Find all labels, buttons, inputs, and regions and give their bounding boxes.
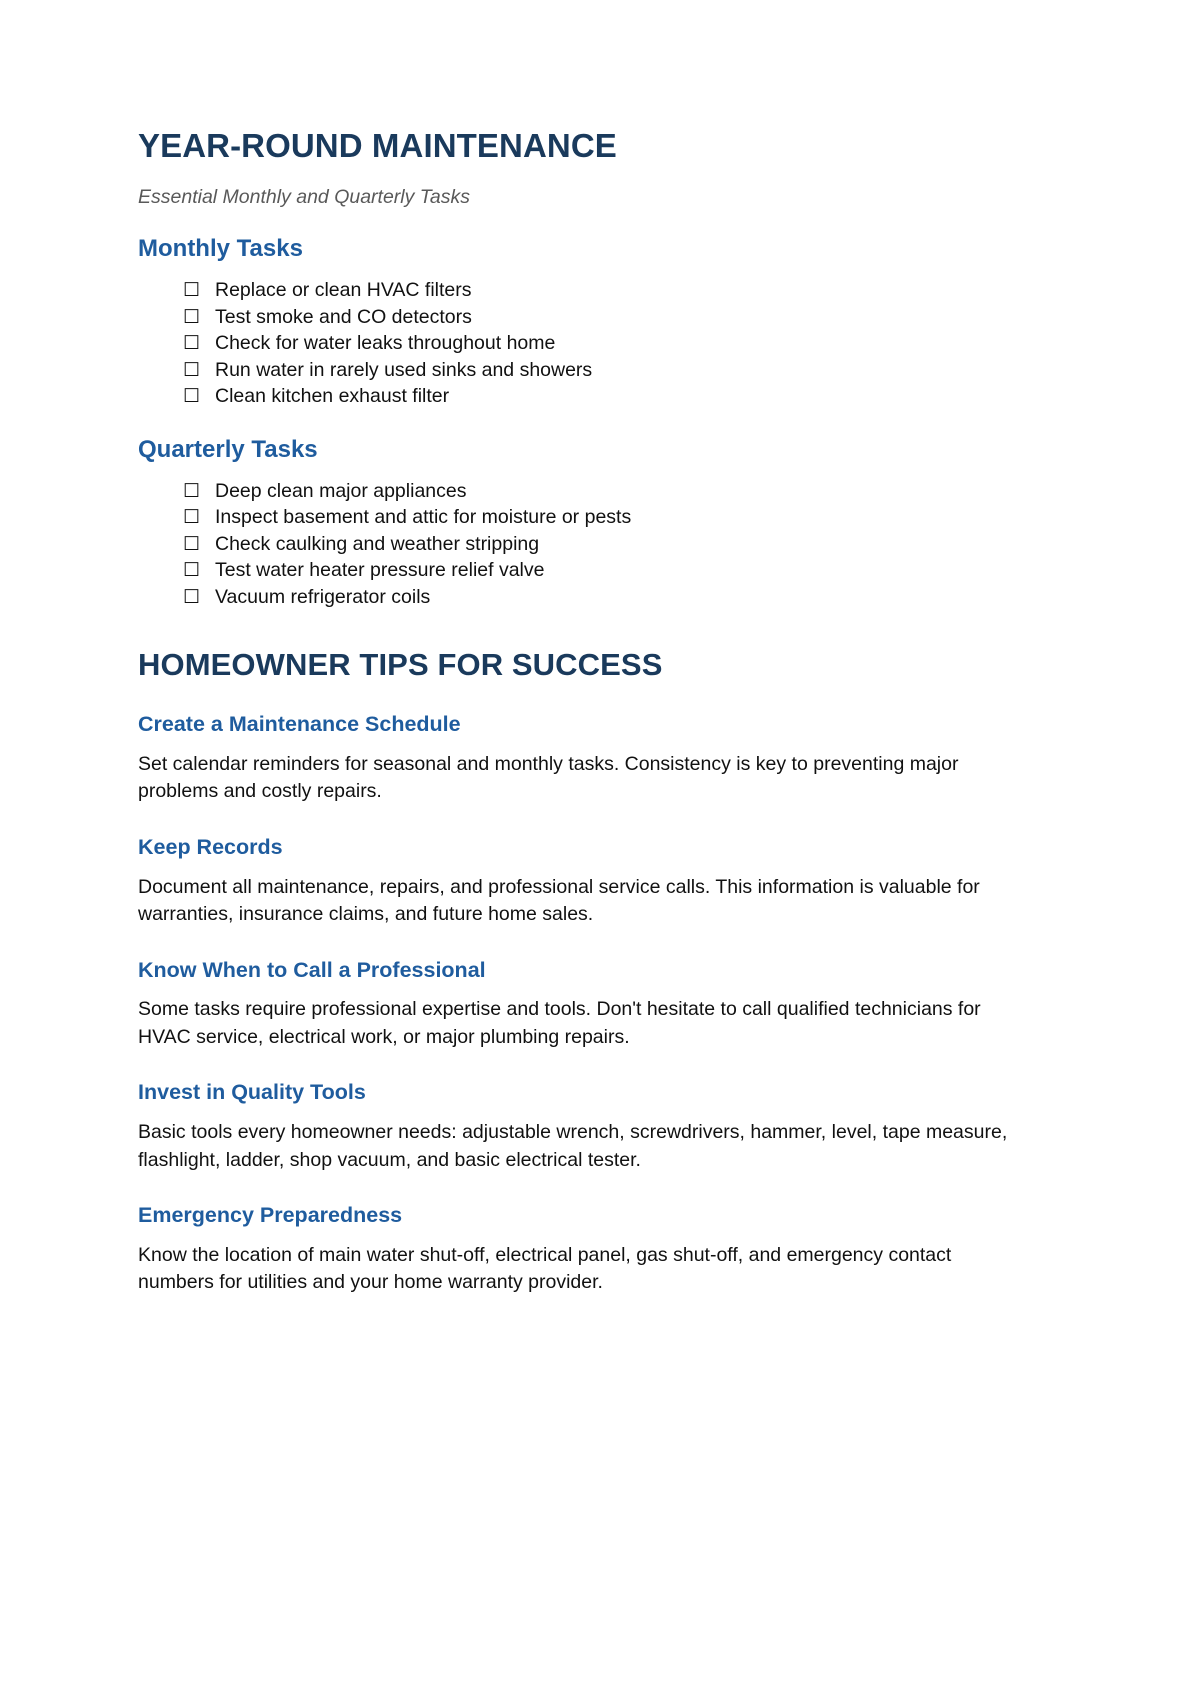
checkbox-icon[interactable]: ☐ [183, 386, 201, 408]
checkbox-icon[interactable]: ☐ [183, 533, 201, 555]
list-item-label: Check for water leaks throughout home [215, 332, 556, 355]
list-item-label: Deep clean major appliances [215, 479, 467, 502]
list-item-label: Test water heater pressure relief valve [215, 559, 545, 582]
checkbox-icon[interactable]: ☐ [183, 333, 201, 355]
tip-invest-in-quality-tools [138, 1080, 1010, 1174]
checkbox-icon[interactable]: ☐ [183, 480, 201, 502]
tip-create-a-maintenance-schedule [138, 712, 1010, 806]
checkbox-icon[interactable]: ☐ [183, 280, 201, 302]
list-item[interactable] [183, 584, 1010, 611]
checkbox-icon[interactable]: ☐ [183, 306, 201, 328]
tip-know-when-to-call-a-professional [138, 958, 1010, 1052]
section-heading-monthly-tasks: Monthly Tasks [138, 235, 303, 263]
tip-title: Emergency Preparedness [138, 1203, 403, 1228]
list-item-label: Test smoke and CO detectors [215, 305, 472, 328]
tip-title: Invest in Quality Tools [138, 1080, 366, 1105]
list-item[interactable] [183, 383, 1010, 410]
tip-title: Keep Records [138, 834, 283, 859]
tip-title: Know When to Call a Professional [138, 957, 486, 982]
list-item-label: Run water in rarely used sinks and showers [215, 358, 593, 381]
list-item-label: Check caulking and weather stripping [215, 532, 540, 555]
tip-emergency-preparedness [138, 1203, 1010, 1297]
checkbox-icon[interactable]: ☐ [183, 359, 201, 381]
checkbox-icon[interactable]: ☐ [183, 560, 201, 582]
tip-body: Basic tools every homeowner needs: adjustable wrench, screwdrivers, hammer, level, tape measure, flashlight, ladder, shop vacuum, and basic electrical tester. [138, 1121, 1008, 1171]
list-item[interactable] [183, 357, 1010, 384]
list-item-label: Vacuum refrigerator coils [215, 585, 431, 608]
section-heading-homeowner-tips: HOMEOWNER TIPS FOR SUCCESS [138, 647, 663, 683]
checklist-quarterly-tasks [138, 478, 1010, 611]
tip-body: Some tasks require professional expertise and tools. Don't hesitate to call qualified technicians for HVAC service, electrical work, or major plumbing repairs. [138, 998, 981, 1048]
tip-body: Set calendar reminders for seasonal and monthly tasks. Consistency is key to preventing major problems and costly repairs. [138, 752, 959, 803]
list-item[interactable] [183, 277, 1010, 304]
tip-title: Create a Maintenance Schedule [138, 712, 461, 737]
page-title: YEAR-ROUND MAINTENANCE [138, 127, 617, 164]
list-item-label: Replace or clean HVAC filters [215, 279, 472, 302]
tip-body: Know the location of main water shut-off, electrical panel, gas shut-off, and emergency contact numbers for utilities and your home warranty provider. [138, 1243, 952, 1294]
list-item[interactable] [183, 478, 1010, 505]
list-item[interactable] [183, 531, 1010, 558]
section-heading-quarterly-tasks: Quarterly Tasks [138, 435, 318, 463]
list-item[interactable] [183, 304, 1010, 331]
list-item-label: Clean kitchen exhaust filter [215, 385, 450, 408]
checkbox-icon[interactable]: ☐ [183, 507, 201, 529]
list-item-label: Inspect basement and attic for moisture or pests [215, 506, 632, 529]
checkbox-icon[interactable]: ☐ [183, 586, 201, 608]
tip-body: Document all maintenance, repairs, and professional service calls. This information is valuable for warranties, insurance claims, and future home sales. [138, 875, 980, 926]
checklist-monthly-tasks [138, 277, 1010, 410]
tip-keep-records [138, 835, 1010, 929]
list-item[interactable] [183, 557, 1010, 584]
list-item[interactable] [183, 330, 1010, 357]
list-item[interactable] [183, 504, 1010, 531]
page-subtitle: Essential Monthly and Quarterly Tasks [138, 185, 471, 208]
